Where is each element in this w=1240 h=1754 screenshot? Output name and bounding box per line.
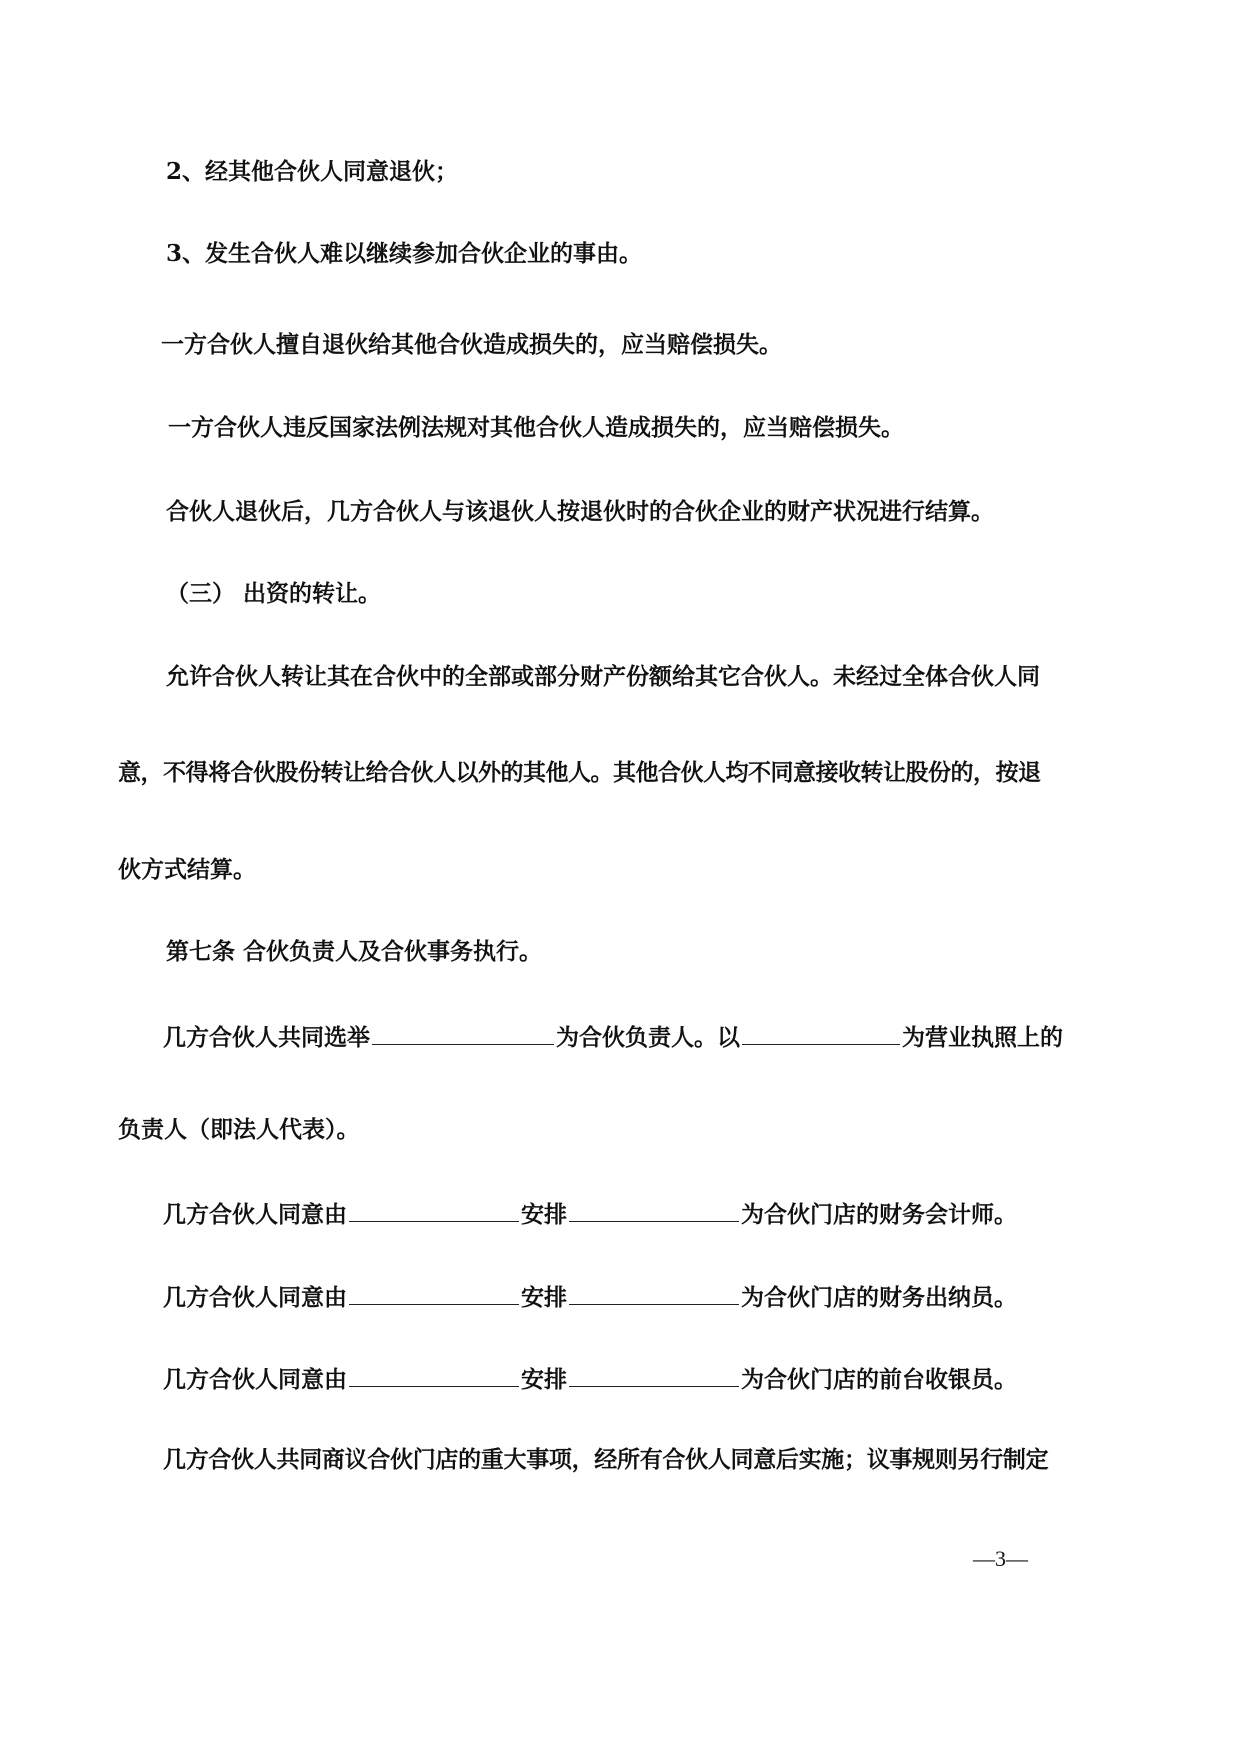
paragraph-line: 几方合伙人共同商议合伙门店的重大事项，经所有合伙人同意后实施；议事规则另行制定 [163, 1446, 1049, 1473]
responsible-text-1: 几方合伙人共同选举 [163, 1024, 370, 1051]
assignment-suffix: 为合伙门店的前台收银员。 [741, 1366, 1017, 1393]
name-blank[interactable] [569, 1197, 739, 1222]
name-blank[interactable] [349, 1197, 519, 1222]
responsible-line [163, 1020, 1063, 1053]
assignment-prefix: 几方合伙人同意由 [163, 1201, 347, 1228]
assignment-prefix: 几方合伙人同意由 [163, 1366, 347, 1393]
name-blank[interactable] [569, 1362, 739, 1387]
responsible-text-2: 为合伙负责人。以 [556, 1024, 740, 1051]
name-blank[interactable] [569, 1280, 739, 1305]
page-number: —3— [973, 1546, 1028, 1571]
article-heading: 第七条 合伙负责人及合伙事务执行。 [166, 938, 543, 965]
assignment-prefix: 几方合伙人同意由 [163, 1284, 347, 1311]
name-blank[interactable] [372, 1020, 554, 1045]
section-heading: （三） 出资的转让。 [166, 580, 382, 607]
assignment-line [163, 1280, 1017, 1313]
name-blank[interactable] [349, 1362, 519, 1387]
clause-line: 3、发生合伙人难以继续参加合伙企业的事由。 [166, 240, 643, 267]
name-blank[interactable] [349, 1280, 519, 1305]
assignment-suffix: 为合伙门店的财务出纳员。 [741, 1284, 1017, 1311]
assignment-line [163, 1197, 1017, 1230]
assignment-middle: 安排 [521, 1366, 567, 1393]
clause-line: 一方合伙人擅自退伙给其他合伙造成损失的，应当赔偿损失。 [161, 331, 782, 358]
paragraph-line: 允许合伙人转让其在合伙中的全部或部分财产份额给其它合伙人。未经过全体合伙人同 [166, 663, 1040, 690]
assignment-middle: 安排 [521, 1201, 567, 1228]
clause-line: 2、经其他合伙人同意退伙； [166, 158, 459, 185]
assignment-middle: 安排 [521, 1284, 567, 1311]
paragraph-line: 意，不得将合伙股份转让给合伙人以外的其他人。其他合伙人均不同意接收转让股份的，按退 [118, 759, 1041, 786]
clause-line: 合伙人退伙后，几方合伙人与该退伙人按退伙时的合伙企业的财产状况进行结算。 [166, 498, 994, 525]
name-blank[interactable] [742, 1020, 900, 1045]
paragraph-line: 伙方式结算。 [118, 856, 256, 883]
clause-line: 一方合伙人违反国家法例法规对其他合伙人造成损失的，应当赔偿损失。 [168, 414, 904, 441]
responsible-continuation: 负责人（即法人代表）。 [118, 1116, 360, 1143]
responsible-text-3: 为营业执照上的 [902, 1024, 1063, 1051]
assignment-line [163, 1362, 1017, 1395]
assignment-suffix: 为合伙门店的财务会计师。 [741, 1201, 1017, 1228]
